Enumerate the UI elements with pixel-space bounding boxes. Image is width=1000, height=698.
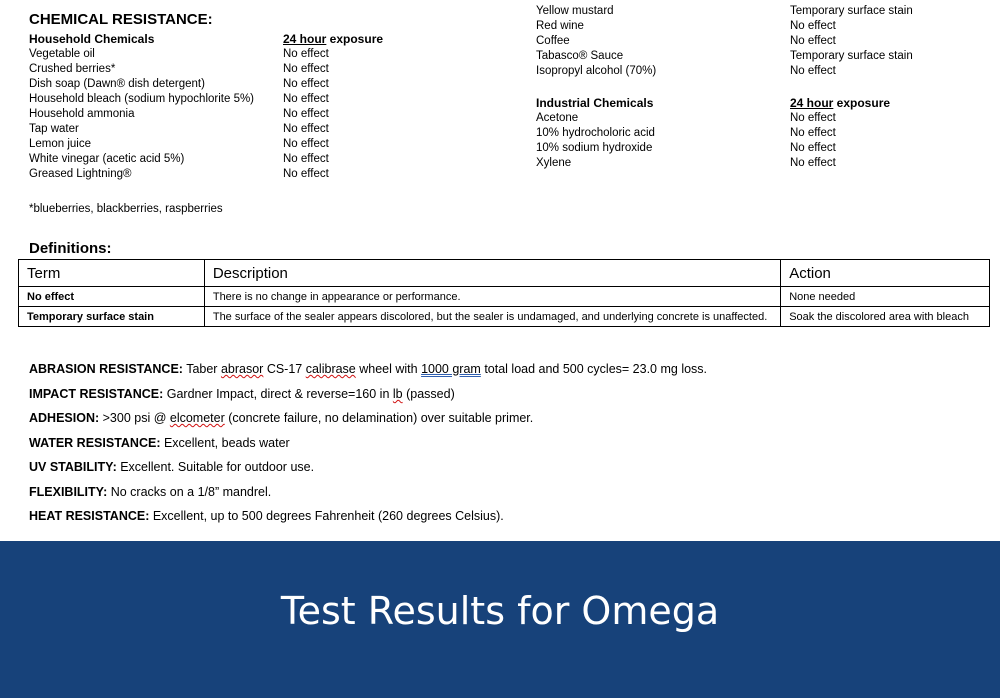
adhesion-label: ADHESION: <box>29 411 100 425</box>
abrasion-resistance-line: ABRASION RESISTANCE: Taber abrasor CS-17 calibrase wheel with 1000 gram total load and 500 cycles= 23.0 mg loss. <box>29 362 708 376</box>
heat-resistance-line: HEAT RESISTANCE: Excellent, up to 500 degrees Fahrenheit (260 degrees Celsius). <box>29 509 504 523</box>
list-item: No effect <box>790 35 836 47</box>
list-item: Isopropyl alcohol (70%) <box>536 65 657 77</box>
definitions-table <box>18 259 990 327</box>
list-item: No effect <box>283 63 329 75</box>
household-more-names-list <box>536 4 656 79</box>
list-item: Household bleach (sodium hypochlorite 5%) <box>29 93 255 105</box>
list-item: No effect <box>283 108 329 120</box>
exposure-hours: 24 hour <box>283 32 327 46</box>
table-row <box>19 287 990 307</box>
list-item: Tabasco® Sauce <box>536 50 624 62</box>
household-exposure-header <box>283 32 383 46</box>
list-item: Yellow mustard <box>536 5 614 17</box>
heat-label: HEAT RESISTANCE: <box>29 509 150 523</box>
household-results-list <box>283 47 329 182</box>
list-item: Greased Lightning® <box>29 168 132 180</box>
list-item: Household ammonia <box>29 108 135 120</box>
list-item: No effect <box>283 48 329 60</box>
title-banner <box>0 541 1000 698</box>
list-item: No effect <box>790 65 836 77</box>
list-item: Crushed berries* <box>29 63 116 75</box>
exposure-suffix: exposure <box>833 96 891 110</box>
exposure-hours: 24 hour <box>790 96 834 110</box>
household-more-results-list <box>790 4 913 79</box>
cell-description: The surface of the sealer appears discolored, but the sealer is undamaged, and underlying concrete is unaffected. <box>204 307 780 327</box>
list-item: Dish soap (Dawn® dish detergent) <box>29 78 205 90</box>
list-item: Vegetable oil <box>29 48 95 60</box>
list-item: 10% sodium hydroxide <box>536 142 653 154</box>
industrial-exposure-header <box>790 96 890 110</box>
header-description: Description <box>204 260 780 287</box>
banner-title: Test Results for Omega <box>280 589 720 633</box>
list-item: No effect <box>790 20 836 32</box>
industrial-chemicals-title: Industrial Chemicals <box>536 96 654 110</box>
list-item: Tap water <box>29 123 79 135</box>
cell-action: None needed <box>781 287 990 307</box>
list-item: Acetone <box>536 112 579 124</box>
list-item: Red wine <box>536 20 584 32</box>
flexibility-line: FLEXIBILITY: No cracks on a 1/8” mandrel. <box>29 485 272 499</box>
table-header-row <box>19 260 990 287</box>
header-term: Term <box>19 260 205 287</box>
list-item: No effect <box>283 153 329 165</box>
abrasion-label: ABRASION RESISTANCE: <box>29 362 183 376</box>
flexibility-label: FLEXIBILITY: <box>29 485 108 499</box>
industrial-results-list <box>790 111 836 171</box>
household-chemicals-title: Household Chemicals <box>29 32 155 46</box>
exposure-suffix: exposure <box>326 32 384 46</box>
cell-term: Temporary surface stain <box>19 307 205 327</box>
list-item: Lemon juice <box>29 138 92 150</box>
list-item: White vinegar (acetic acid 5%) <box>29 153 185 165</box>
cell-description: There is no change in appearance or performance. <box>204 287 780 307</box>
list-item: No effect <box>790 112 836 124</box>
uv-label: UV STABILITY: <box>29 460 117 474</box>
berries-footnote: *blueberries, blackberries, raspberries <box>29 203 223 215</box>
cell-action: Soak the discolored area with bleach <box>781 307 990 327</box>
list-item: No effect <box>283 78 329 90</box>
list-item: Temporary surface stain <box>790 50 913 62</box>
list-item: Coffee <box>536 35 570 47</box>
list-item: Xylene <box>536 157 572 169</box>
industrial-names-list <box>536 111 655 171</box>
header-action: Action <box>781 260 990 287</box>
adhesion-line: ADHESION: >300 psi @ elcometer (concrete failure, no delamination) over suitable primer. <box>29 411 534 425</box>
list-item: 10% hydrocholoric acid <box>536 127 655 139</box>
list-item: No effect <box>283 138 329 150</box>
water-label: WATER RESISTANCE: <box>29 436 161 450</box>
table-row <box>19 307 990 327</box>
list-item: Temporary surface stain <box>790 5 913 17</box>
impact-resistance-line: IMPACT RESISTANCE: Gardner Impact, direct & reverse=160 in lb (passed) <box>29 387 455 401</box>
list-item: No effect <box>283 123 329 135</box>
list-item: No effect <box>790 127 836 139</box>
household-names-list <box>29 47 254 182</box>
impact-label: IMPACT RESISTANCE: <box>29 387 164 401</box>
list-item: No effect <box>790 142 836 154</box>
definitions-title: Definitions: <box>29 240 112 257</box>
list-item: No effect <box>283 93 329 105</box>
list-item: No effect <box>790 157 836 169</box>
cell-term: No effect <box>19 287 205 307</box>
chemical-resistance-heading: CHEMICAL RESISTANCE: <box>29 11 213 28</box>
water-resistance-line: WATER RESISTANCE: Excellent, beads water <box>29 436 290 450</box>
uv-stability-line: UV STABILITY: Excellent. Suitable for outdoor use. <box>29 460 315 474</box>
list-item: No effect <box>283 168 329 180</box>
